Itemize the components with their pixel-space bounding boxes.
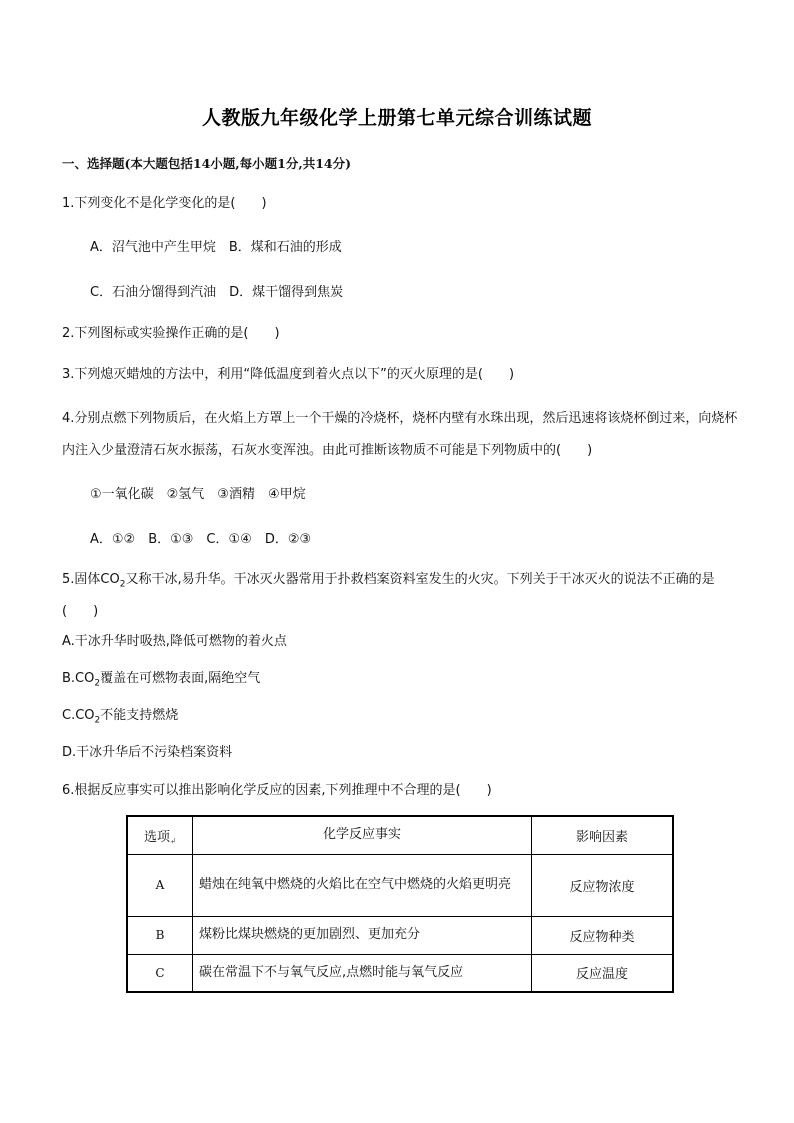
table-row bbox=[127, 854, 673, 916]
page-title: 人教版九年级化学上册第七单元综合训练试题 bbox=[201, 107, 592, 129]
table-cell-factor: 反应温度 bbox=[532, 954, 674, 992]
table-header-factor: 影响因素 bbox=[532, 816, 674, 854]
option-b-prefix: B.CO bbox=[62, 671, 95, 686]
question-1-stem: 1.下列变化不是化学变化的是( ) bbox=[62, 196, 267, 211]
option-c-prefix: C.CO bbox=[62, 708, 95, 723]
question-5-stem-part2: 又称干冰,易升华。干冰灭火器常用于扑救档案资料室发生的火灾。下列关于干冰灭火的说法不正确的是( ) bbox=[62, 572, 715, 619]
question-5-option-c bbox=[62, 708, 178, 724]
question-3-stem: 3.下列熄灭蜡烛的方法中，利用“降低温度到着火点以下”的灭火原理的是( ) bbox=[62, 367, 515, 382]
table-cell-fact: 碳在常温下不与氧气反应,点燃时能与氧气反应 bbox=[193, 954, 532, 992]
table-cell-option: A bbox=[127, 854, 193, 916]
table-cell-option: B bbox=[127, 916, 193, 954]
question-4-items: ①一氧化碳 ②氢气 ③酒精 ④甲烷 bbox=[90, 487, 306, 502]
co2-subscript: 2 bbox=[94, 678, 101, 689]
table-header-row bbox=[127, 816, 673, 854]
question-4-options: A．①② B．①③ C．①④ D．②③ bbox=[90, 532, 312, 547]
question-5-option-d: D.干冰升华后不污染档案资料 bbox=[62, 745, 233, 760]
question-4-stem: 4.分别点燃下列物质后，在火焰上方罩上一个干燥的冷烧杯，烧杯内壁有水珠出现，然后迅速将该烧杯倒过来，向烧杯内注入少量澄清石灰水振荡，石灰水变浑浊。由此可推断该物质不可能是下列物质中的( ) bbox=[62, 411, 738, 458]
reaction-facts-table bbox=[126, 815, 674, 993]
table-cell-factor: 反应物浓度 bbox=[532, 854, 674, 916]
question-2-stem: 2.下列图标或实验操作正确的是( ) bbox=[62, 326, 280, 341]
question-5-stem bbox=[62, 564, 744, 628]
question-6-stem: 6.根据反应事实可以推出影响化学反应的因素,下列推理中不合理的是( ) bbox=[62, 783, 492, 798]
question-5-option-b bbox=[62, 671, 260, 687]
table-cell-option: C bbox=[127, 954, 193, 992]
table-cell-factor: 反应物种类 bbox=[532, 916, 674, 954]
table-row bbox=[127, 916, 673, 954]
section-heading: 一、选择题(本大题包括14小题,每小题1分,共14分) bbox=[62, 156, 352, 171]
question-5-option-a: A.干冰升华时吸热,降低可燃物的着火点 bbox=[62, 634, 287, 649]
table-header-fact: 化学反应事实 bbox=[193, 816, 532, 854]
table-header-option: 选项↲ bbox=[127, 816, 193, 854]
question-1-options-cd: C．石油分馏得到汽油 D．煤干馏得到焦炭 bbox=[90, 285, 344, 300]
option-b-text: 覆盖在可燃物表面,隔绝空气 bbox=[100, 671, 261, 686]
table-cell-fact: 煤粉比煤块燃烧的更加剧烈、更加充分 bbox=[193, 916, 532, 954]
option-c-text: 不能支持燃烧 bbox=[100, 708, 179, 723]
co2-subscript: 2 bbox=[94, 715, 101, 726]
table-row bbox=[127, 954, 673, 992]
paragraph-mark: ↲ bbox=[170, 836, 176, 845]
question-5-stem-part1: 5.固体CO bbox=[62, 572, 120, 587]
co2-subscript: 2 bbox=[119, 579, 126, 590]
table-cell-fact: 蜡烛在纯氧中燃烧的火焰比在空气中燃烧的火焰更明亮 bbox=[193, 854, 532, 916]
question-1-options-ab: A．沼气池中产生甲烷 B．煤和石油的形成 bbox=[90, 240, 342, 255]
